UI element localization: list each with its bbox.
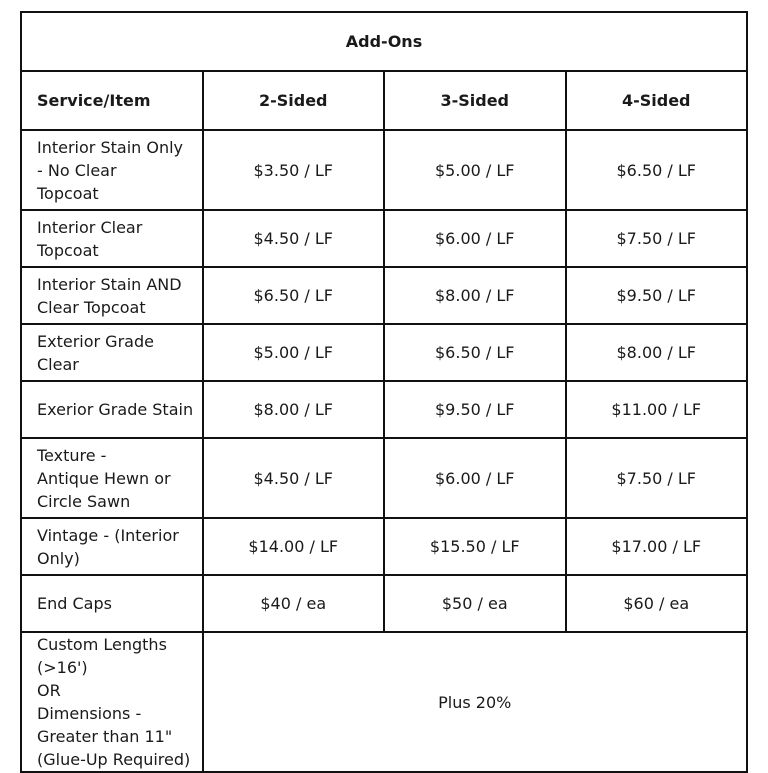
price-4-sided: $6.50 / LF (566, 130, 748, 210)
service-line: OR (37, 681, 61, 700)
price-4-sided: $17.00 / LF (566, 518, 748, 575)
service-line: Custom Lengths (>16') (37, 635, 167, 677)
price-2-sided: $4.50 / LF (203, 210, 385, 267)
header-service-item: Service/Item (21, 71, 203, 130)
price-2-sided: $40 / ea (203, 575, 385, 632)
price-4-sided: $7.50 / LF (566, 438, 748, 518)
service-line: Interior Stain Only - No Clear (37, 137, 184, 180)
price-3-sided: $9.50 / LF (384, 381, 566, 438)
table-row (21, 324, 747, 381)
table-title: Add-Ons (21, 12, 747, 71)
header-4-sided: 4-Sided (566, 71, 748, 130)
service-line: Interior Stain AND Clear Topcoat (37, 274, 182, 317)
table-row (21, 438, 747, 518)
price-2-sided: $8.00 / LF (203, 381, 385, 438)
table-row (21, 381, 747, 438)
price-4-sided: $9.50 / LF (566, 267, 748, 324)
service-name (21, 575, 203, 632)
price-2-sided: $5.00 / LF (203, 324, 385, 381)
service-line: Vintage - (Interior Only) (37, 525, 179, 568)
service-line: Topcoat (37, 183, 99, 203)
service-name (21, 267, 203, 324)
service-name (21, 381, 203, 438)
price-3-sided: $5.00 / LF (384, 130, 566, 210)
service-name (21, 438, 203, 518)
price-merged: Plus 20% (203, 632, 748, 772)
table-row (21, 632, 747, 772)
price-3-sided: $15.50 / LF (384, 518, 566, 575)
service-name (21, 210, 203, 267)
service-name (21, 324, 203, 381)
price-2-sided: $6.50 / LF (203, 267, 385, 324)
price-4-sided: $60 / ea (566, 575, 748, 632)
service-name (21, 632, 203, 772)
service-line: Exterior Grade Clear (37, 331, 154, 374)
price-3-sided: $6.00 / LF (384, 210, 566, 267)
service-line: Texture - (37, 445, 107, 465)
price-4-sided: $7.50 / LF (566, 210, 748, 267)
title-row (21, 12, 747, 71)
service-line: Interior Clear Topcoat (37, 217, 143, 260)
service-line: Exerior Grade Stain (37, 400, 194, 419)
header-row (21, 71, 747, 130)
header-3-sided: 3-Sided (384, 71, 566, 130)
service-name (21, 518, 203, 575)
table-row (21, 518, 747, 575)
table-row (21, 267, 747, 324)
service-line: Antique Hewn or Circle Sawn (37, 468, 171, 511)
price-2-sided: $3.50 / LF (203, 130, 385, 210)
price-2-sided: $4.50 / LF (203, 438, 385, 518)
price-2-sided: $14.00 / LF (203, 518, 385, 575)
price-3-sided: $50 / ea (384, 575, 566, 632)
add-ons-table (20, 11, 748, 773)
service-line: (Glue-Up Required) (37, 750, 191, 769)
service-line: Dimensions - Greater than 11" (37, 704, 173, 746)
table-row (21, 575, 747, 632)
table-row (21, 130, 747, 210)
table-row (21, 210, 747, 267)
price-4-sided: $11.00 / LF (566, 381, 748, 438)
price-4-sided: $8.00 / LF (566, 324, 748, 381)
header-2-sided: 2-Sided (203, 71, 385, 130)
price-3-sided: $8.00 / LF (384, 267, 566, 324)
service-name (21, 130, 203, 210)
service-line: End Caps (37, 594, 112, 613)
price-3-sided: $6.00 / LF (384, 438, 566, 518)
price-3-sided: $6.50 / LF (384, 324, 566, 381)
